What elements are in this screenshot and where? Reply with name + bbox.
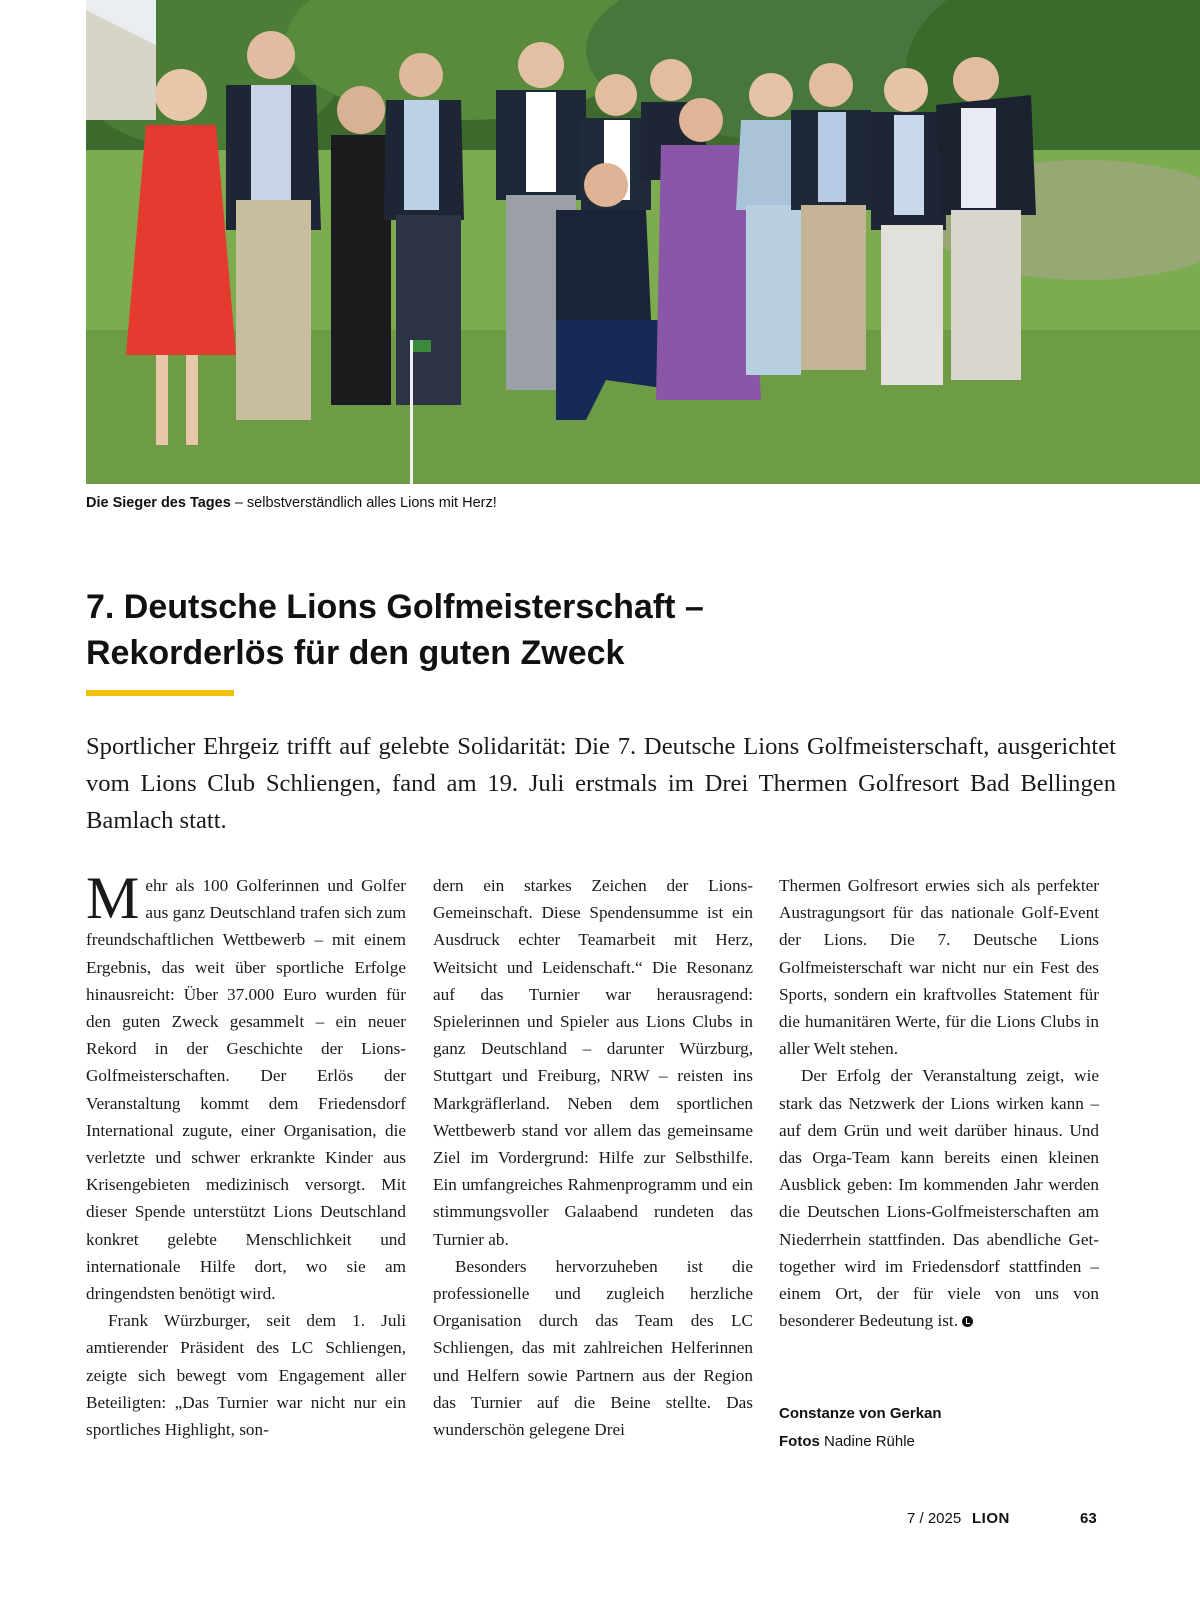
body-paragraph [779,1062,1099,1334]
photo-credit [779,1428,1099,1456]
photo-caption [86,495,1086,511]
drop-cap: M [86,865,140,931]
headline-line-2: Rekorderlös für den guten Zweck [86,634,625,672]
page-number: 63 [1080,1510,1097,1527]
group-photo-illustration [86,0,1200,484]
body-column-1 [86,865,406,1443]
author-name: Constanze von Gerkan [779,1405,942,1422]
body-paragraph: Thermen Golfresort erwies sich als perfekter Austragungsort für das nationale Golf-Event der Lions. Die 7. Deutsche Lions Golfmeisterschaft war nicht nur ein Fest des Sports, sondern ein kraftvolles Statement für die humanitären Werte, für die Lions Clubs in aller Welt stehen. [779,876,1099,1059]
body-paragraph [86,865,406,1307]
page-footer [0,1510,1200,1530]
issue-number: 7 / 2025 [907,1510,962,1527]
group-photo [86,0,1200,484]
end-mark-icon [962,1316,973,1327]
magazine-name: LION [972,1510,1010,1527]
accent-rule [86,690,234,696]
caption-text: – selbstverständlich alles Lions mit Herz! [230,495,497,511]
headline-line-1: 7. Deutsche Lions Golfmeisterschaft – [86,588,704,626]
body-text: Der Erfolg der Veranstaltung zeigt, wie stark das Netzwerk der Lions wirken kann – auf dem Grün und weit darüber hinaus. Und das Orga-Team kann bereits einen kleinen Ausblick geben: Im kommenden Jahr werden die Deutschen Lions-Golfmeisterschaften am Niederrhein stattfinden. Das abendliche Get-together wird im Friedensdorf stattfinden – einem Ort, der für viele von uns von besonderer Bedeutung ist. [779,1066,1099,1331]
lead-paragraph: Sportlicher Ehrgeiz trifft auf gelebte Solidarität: Die 7. Deutsche Lions Golfmeisterschaft, ausgerichtet vom Lions Club Schliengen, fand am 19. Juli erstmals im Drei Thermen Golfresort Bad Bellingen Bamlach statt. [86,733,1116,834]
body-column-3 [779,872,1099,1334]
article-credits [779,1400,1099,1456]
body-column-2 [433,872,753,1443]
body-text: ehr als 100 Golferinnen und Golfer aus ganz Deutschland trafen sich zum freundschaftlichen Wettbewerb – mit einem Ergebnis, das weit über sportliche Erfolge hinausreicht: Über 37.000 Euro wurden für den guten Zweck gesammelt – ein neuer Rekord in der Geschichte der Lions-Golfmeisterschaften. Der Erlös der Veranstaltung kommt dem Friedensdorf International zugute, einer Organisation, die verletzte und schwer erkrankte Kinder aus Krisengebieten medizinisch versorgt. Mit dieser Spende unterstützt Lions Deutschland konkret gelebte Menschlichkeit und internationale Hilfe dort, wo sie am dringendsten benötigt wird. [86,876,406,1304]
article-headline [86,584,1086,676]
photographer-name: Nadine Rühle [824,1433,915,1450]
body-paragraph: dern ein starkes Zeichen der Lions-Gemeinschaft. Diese Spendensumme ist ein Ausdruck echter Teamarbeit mit Herz, Weitsicht und Leidenschaft.“ Die Resonanz auf das Turnier war herausragend: Spielerinnen und Spieler aus Lions Clubs in ganz Deutschland – darunter Würzburg, Stuttgart und Freiburg, NRW – reisten ins Markgräflerland. Neben dem sportlichen Wettbewerb stand vor allem das gemeinsame Ziel im Vordergrund: Hilfe zur Selbsthilfe. Ein umfangreiches Rahmenprogramm und ein stimmungsvoller Galaabend rundeten das Turnier ab. [433,876,753,1249]
people-group [126,31,1036,445]
caption-bold: Die Sieger des Tages [86,495,231,511]
body-paragraph: Frank Würzburger, seit dem 1. Juli amtierender Präsident des LC Schliengen, zeigte sich bewegt vom Engagement aller Beteiligten: „Das Turnier war nicht nur ein sportliches Highlight, son- [86,1311,406,1440]
photo-credit-label: Fotos [779,1433,820,1450]
body-paragraph: Besonders hervorzuheben ist die professionelle und zugleich herzliche Organisation durch das Team des LC Schliengen, das mit zahlreichen Helferinnen und Helfern sowie Partnern aus der Region das Turnier auf die Beine stellte. Das wunderschön gelegene Drei [433,1256,753,1440]
